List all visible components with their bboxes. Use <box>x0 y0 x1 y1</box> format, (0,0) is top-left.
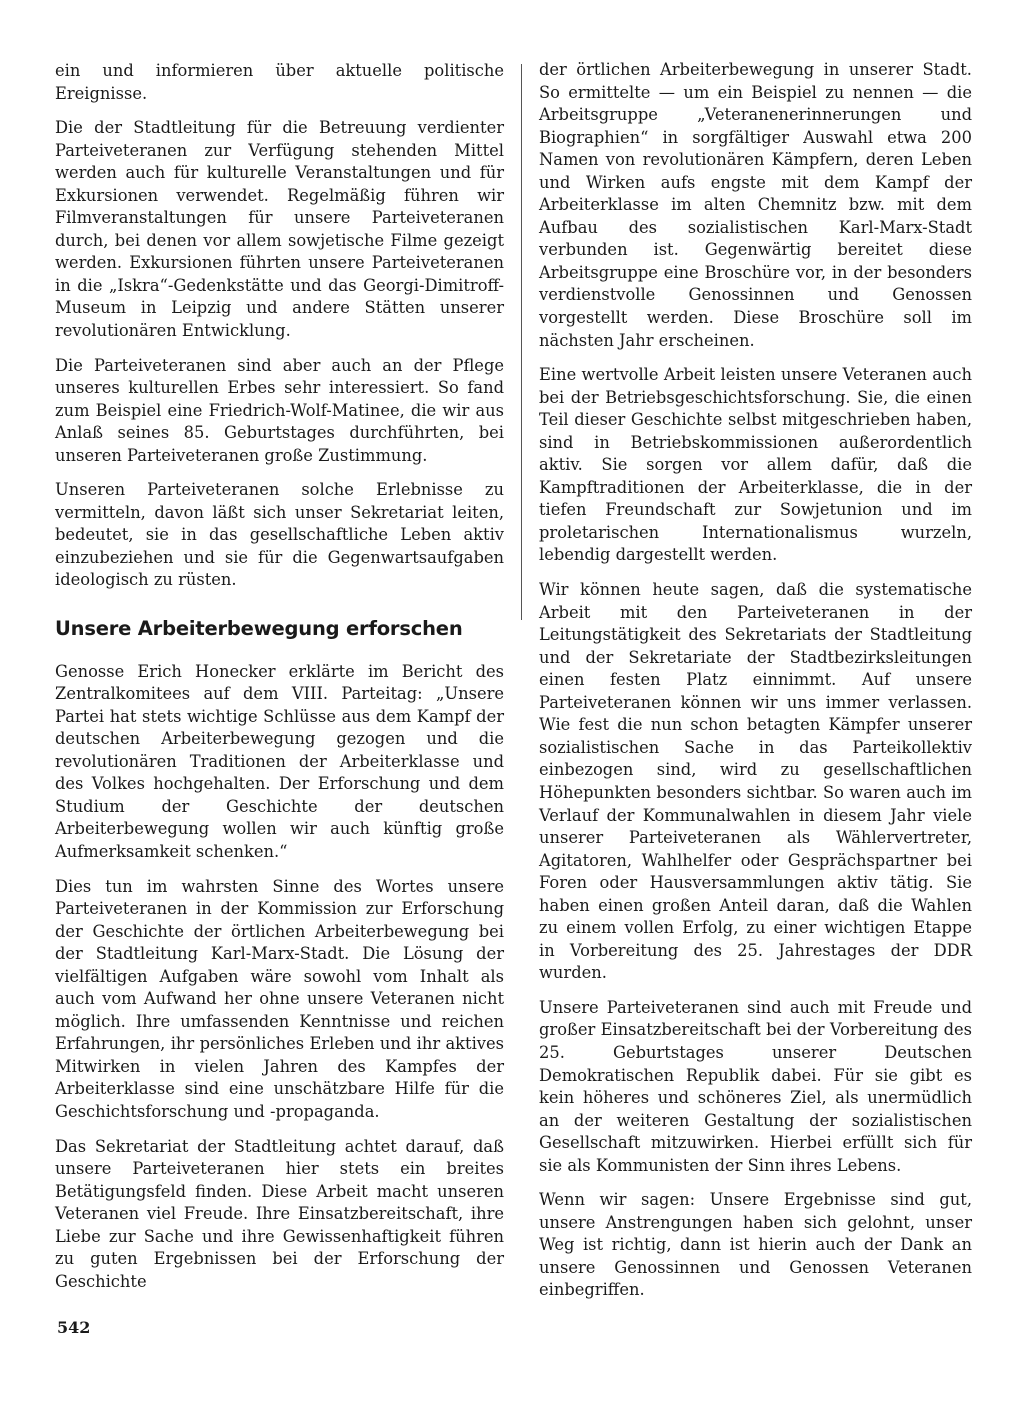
page-number: 542 <box>57 1318 91 1337</box>
paragraph: Genosse Erich Honecker erklärte im Bericht des Zentralkomitees auf dem VIII. Parteitag: „Unsere Partei hat stets wichtige Schlüsse aus dem Kampf der deutschen Arbeiterbewegung gezogen und die revolutionären Traditionen der Arbeiterklasse und des Volkes hochgehalten. Der Erforschung und dem Studium der Geschichte der deutschen Arbeiterbewegung wollen wir auch künftig große Aufmerksamkeit schenken.“ <box>55 661 504 861</box>
section-heading: Unsere Arbeiterbewegung erforschen <box>55 617 463 641</box>
paragraph: Dies tun im wahrsten Sinne des Wortes unsere Parteiveteranen in der Kommission zur Erforschung der Geschichte der örtlichen Arbeiterbewegung bei der Stadtleitung Karl-Marx-Stadt. Die Lösung der vielfältigen Aufgaben wäre sowohl vom Inhalt als auch vom Aufwand her ohne unsere Veteranen nicht möglich. Ihre umfassenden Kenntnisse und reichen Erfahrungen, ihr persönliches Erleben und ihr aktives Mitwirken in vielen Jahren des Kampfes der Arbeiterklasse sind eine unschätzbare Hilfe für die Geschichtsforschung und -propaganda. <box>55 876 504 1121</box>
paragraph: Wir können heute sagen, daß die systematische Arbeit mit den Parteiveteranen in der Leitungstätigkeit des Sekretariats der Stadtleitung und der Sekretariate der Stadtbezirksleitungen einen festen Platz einnimmt. Auf unsere Parteiveteranen können wir uns immer verlassen. Wie fest die nun schon betagten Kämpfer unserer sozialistischen Sache in das Parteikollektiv einbezogen sind, wird zu gesellschaftlichen Höhepunkten besonders sichtbar. So waren auch im Verlauf der Kommunalwahlen in diesem Jahr viele unserer Parteiveteranen als Wählervertreter, Agitatoren, Wahlhelfer oder Gesprächspartner bei Foren oder Hausversammlungen aktiv tätig. Sie haben einen großen Anteil daran, daß die Wahlen zu einem vollen Erfolg, zu einer wichtigen Etappe in Vorbereitung des 25. Jahrestages der DDR wurden. <box>539 580 972 983</box>
paragraph: Die Parteiveteranen sind aber auch an der Pflege unseres kulturellen Erbes sehr interessiert. So fand zum Beispiel eine Friedrich-Wolf-Matinee, die wir aus Anlaß seines 85. Geburtstages durchführten, bei unseren Parteiveteranen große Zustimmung. <box>55 355 504 465</box>
paragraph: Eine wertvolle Arbeit leisten unsere Veteranen auch bei der Betriebsgeschichtsforschung. Sie, die einen Teil dieser Geschichte selbst mitgeschrieben haben, sind in Betriebskommissionen außerordentlich aktiv. Sie sorgen vor allem dafür, daß die Kampftraditionen der Arbeiterklasse, die in der tiefen Freundschaft zur Sowjetunion und im proletarischen Internationalismus wurzeln, lebendig dargestellt werden. <box>539 365 972 565</box>
left-column <box>55 60 504 1305</box>
column-divider <box>521 64 522 620</box>
paragraph: Das Sekretariat der Stadtleitung achtet darauf, daß unsere Parteiveteranen hier stets ein breites Betätigungsfeld finden. Diese Arbeit macht unseren Veteranen viel Freude. Ihre Einsatzbereitschaft, ihre Liebe zur Sache und ihre Gewissenhaftigkeit führen zu guten Ergebnissen bei der Erforschung der Geschichte <box>55 1136 504 1291</box>
paragraph: Unseren Parteiveteranen solche Erlebnisse zu vermitteln, davon läßt sich unser Sekretariat leiten, bedeutet, sie in das gesellschaftliche Leben aktiv einzubeziehen und sie für die Gegenwartsaufgaben ideologisch zu rüsten. <box>55 480 504 590</box>
paragraph: Unsere Parteiveteranen sind auch mit Freude und großer Einsatzbereitschaft bei der Vorbereitung des 25. Geburtstages unserer Deutschen Demokratischen Republik dabei. Für sie gibt es kein höheres und schöneres Ziel, als unermüdlich an der weiteren Gestaltung der sozialistischen Gesellschaft mitzuwirken. Hierbei erfüllt sich für sie als Kommunisten der Sinn ihres Lebens. <box>539 997 972 1175</box>
paragraph: der örtlichen Arbeiterbewegung in unserer Stadt. So ermittelte — um ein Beispiel zu nennen — die Arbeitsgruppe „Veteranenerinnerungen und Biographien“ in sorgfältiger Auswahl etwa 200 Namen von revolutionären Kämpfern, deren Leben und Wirken aufs engste mit dem Kampf der Arbeiterklasse im alten Chemnitz bzw. mit dem Aufbau des sozialistischen Karl-Marx-Stadt verbunden ist. Gegenwärtig bereitet diese Arbeitsgruppe eine Broschüre vor, in der besonders verdienstvolle Genossinnen und Genossen vorgestellt werden. Diese Broschüre soll im nächsten Jahr erscheinen. <box>539 60 972 350</box>
paragraph: Wenn wir sagen: Unsere Ergebnisse sind gut, unsere Anstrengungen haben sich gelohnt, unser Weg ist richtig, dann ist hierin auch der Dank an unsere Genossinnen und Genossen Veteranen einbegriffen. <box>539 1190 972 1300</box>
right-column <box>539 59 972 1314</box>
paragraph: Die der Stadtleitung für die Betreuung verdienter Parteiveteranen zur Verfügung stehenden Mittel werden auch für kulturelle Veranstaltungen und für Exkursionen verwendet. Regelmäßig führen wir Filmveranstaltungen für unsere Parteiveteranen durch, bei denen vor allem sowjetische Filme gezeigt werden. Exkursionen führten unsere Parteiveteranen in die „Iskra“-Gedenkstätte und das Georgi-Dimitroff-Museum in Leipzig und andere Stätten unserer revolutionären Entwicklung. <box>55 118 504 341</box>
paragraph: ein und informieren über aktuelle politische Ereignisse. <box>55 61 504 103</box>
